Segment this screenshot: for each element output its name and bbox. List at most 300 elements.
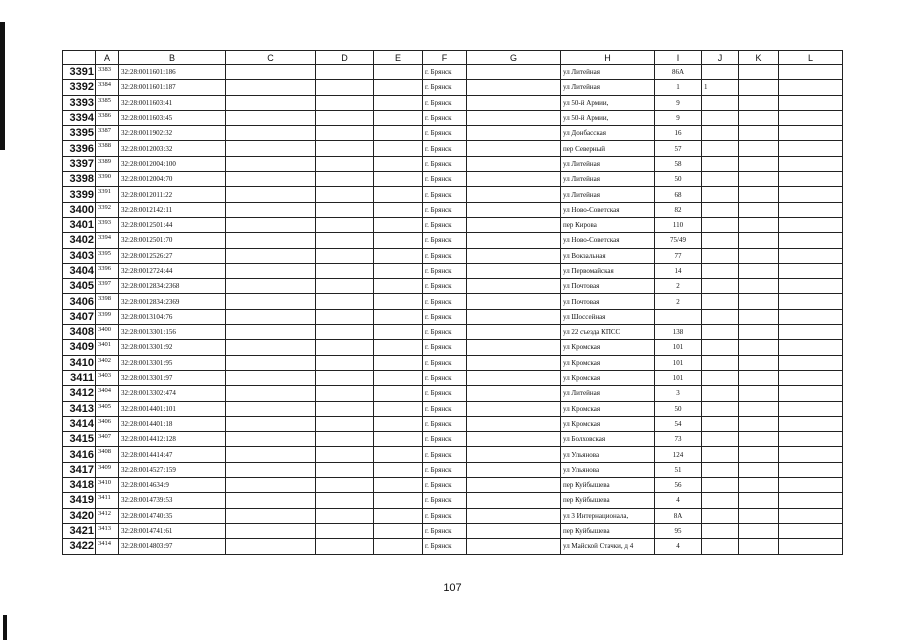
cell-f: г. Брянск bbox=[423, 508, 467, 523]
cell-i: 50 bbox=[655, 172, 702, 187]
cell-h: ул Кромская bbox=[561, 401, 655, 416]
cell-l bbox=[779, 401, 843, 416]
cell-f: г. Брянск bbox=[423, 493, 467, 508]
cell-d bbox=[316, 539, 374, 554]
table-row bbox=[63, 248, 843, 263]
table-row bbox=[63, 126, 843, 141]
cell-d bbox=[316, 217, 374, 232]
cell-d bbox=[316, 447, 374, 462]
corner-cell bbox=[63, 51, 96, 65]
cell-a: 3403 bbox=[96, 370, 119, 385]
page-number: 107 bbox=[443, 582, 462, 594]
cell-e bbox=[374, 370, 423, 385]
cell-i: 14 bbox=[655, 263, 702, 278]
cell-c bbox=[226, 432, 316, 447]
cell-e bbox=[374, 355, 423, 370]
cell-i: 86А bbox=[655, 65, 702, 80]
cell-k bbox=[739, 110, 779, 125]
table-row bbox=[63, 325, 843, 340]
cell-k bbox=[739, 263, 779, 278]
cell-g bbox=[467, 539, 561, 554]
row-number: 3398 bbox=[63, 172, 96, 187]
row-number: 3409 bbox=[63, 340, 96, 355]
cell-j bbox=[702, 325, 739, 340]
cell-h: ул Донбасская bbox=[561, 126, 655, 141]
table-row bbox=[63, 202, 843, 217]
cell-d bbox=[316, 309, 374, 324]
cell-c bbox=[226, 523, 316, 538]
cell-k bbox=[739, 279, 779, 294]
cell-c bbox=[226, 80, 316, 95]
cell-k bbox=[739, 355, 779, 370]
cell-j bbox=[702, 386, 739, 401]
cell-a: 3406 bbox=[96, 416, 119, 431]
cell-g bbox=[467, 370, 561, 385]
cell-c bbox=[226, 202, 316, 217]
cell-f: г. Брянск bbox=[423, 309, 467, 324]
cell-f: г. Брянск bbox=[423, 80, 467, 95]
cell-b: 32:28:0012003:32 bbox=[119, 141, 226, 156]
cell-e bbox=[374, 248, 423, 263]
cell-k bbox=[739, 523, 779, 538]
cell-l bbox=[779, 110, 843, 125]
cell-e bbox=[374, 279, 423, 294]
table-row bbox=[63, 187, 843, 202]
cell-l bbox=[779, 523, 843, 538]
cell-h: ул 50-й Армии, bbox=[561, 95, 655, 110]
cell-b: 32:28:0014634:9 bbox=[119, 478, 226, 493]
cell-g bbox=[467, 279, 561, 294]
cell-e bbox=[374, 309, 423, 324]
cell-e bbox=[374, 156, 423, 171]
cell-j bbox=[702, 294, 739, 309]
cell-k bbox=[739, 156, 779, 171]
cell-h: пер Куйбышева bbox=[561, 523, 655, 538]
table-row bbox=[63, 370, 843, 385]
cell-f: г. Брянск bbox=[423, 110, 467, 125]
cell-i: 50 bbox=[655, 401, 702, 416]
cell-g bbox=[467, 340, 561, 355]
cell-j bbox=[702, 187, 739, 202]
cell-k bbox=[739, 141, 779, 156]
cell-k bbox=[739, 202, 779, 217]
cell-b: 32:28:0014401:101 bbox=[119, 401, 226, 416]
cell-b: 32:28:0013301:156 bbox=[119, 325, 226, 340]
cell-i bbox=[655, 309, 702, 324]
column-header-l: L bbox=[779, 51, 843, 65]
cell-k bbox=[739, 172, 779, 187]
cell-h: ул Литейная bbox=[561, 80, 655, 95]
cell-c bbox=[226, 447, 316, 462]
cell-h: ул 50-й Армии, bbox=[561, 110, 655, 125]
cell-l bbox=[779, 65, 843, 80]
cell-i: 2 bbox=[655, 294, 702, 309]
row-number: 3393 bbox=[63, 95, 96, 110]
cell-k bbox=[739, 325, 779, 340]
cell-g bbox=[467, 217, 561, 232]
column-header-c: C bbox=[226, 51, 316, 65]
table-row bbox=[63, 263, 843, 278]
table-body bbox=[63, 65, 843, 555]
cell-e bbox=[374, 416, 423, 431]
cell-h: ул Ново-Советская bbox=[561, 233, 655, 248]
cell-d bbox=[316, 65, 374, 80]
cell-e bbox=[374, 202, 423, 217]
cell-c bbox=[226, 126, 316, 141]
row-number: 3405 bbox=[63, 279, 96, 294]
cell-l bbox=[779, 248, 843, 263]
cell-f: г. Брянск bbox=[423, 447, 467, 462]
table-row bbox=[63, 462, 843, 477]
cell-b: 32:28:0014740:35 bbox=[119, 508, 226, 523]
column-header-h: H bbox=[561, 51, 655, 65]
cell-g bbox=[467, 294, 561, 309]
cell-e bbox=[374, 65, 423, 80]
cell-k bbox=[739, 294, 779, 309]
cell-j bbox=[702, 508, 739, 523]
cell-c bbox=[226, 309, 316, 324]
table-row bbox=[63, 156, 843, 171]
cell-i: 101 bbox=[655, 355, 702, 370]
cell-e bbox=[374, 110, 423, 125]
table-row bbox=[63, 65, 843, 80]
cell-d bbox=[316, 233, 374, 248]
cell-i: 110 bbox=[655, 217, 702, 232]
cell-h: ул Кромская bbox=[561, 355, 655, 370]
table-row bbox=[63, 447, 843, 462]
cell-a: 3390 bbox=[96, 172, 119, 187]
cell-c bbox=[226, 217, 316, 232]
cell-e bbox=[374, 462, 423, 477]
cell-d bbox=[316, 248, 374, 263]
cell-b: 32:28:0014527:159 bbox=[119, 462, 226, 477]
cell-k bbox=[739, 80, 779, 95]
cell-f: г. Брянск bbox=[423, 248, 467, 263]
cell-l bbox=[779, 355, 843, 370]
cell-f: г. Брянск bbox=[423, 172, 467, 187]
cell-i: 68 bbox=[655, 187, 702, 202]
cell-k bbox=[739, 432, 779, 447]
cell-f: г. Брянск bbox=[423, 187, 467, 202]
row-number: 3402 bbox=[63, 233, 96, 248]
cell-g bbox=[467, 508, 561, 523]
cell-g bbox=[467, 233, 561, 248]
cell-e bbox=[374, 325, 423, 340]
cell-c bbox=[226, 95, 316, 110]
cell-i: 58 bbox=[655, 156, 702, 171]
cell-e bbox=[374, 217, 423, 232]
cell-d bbox=[316, 416, 374, 431]
cell-d bbox=[316, 294, 374, 309]
column-header-i: I bbox=[655, 51, 702, 65]
column-header-b: B bbox=[119, 51, 226, 65]
cell-k bbox=[739, 126, 779, 141]
table-row bbox=[63, 539, 843, 554]
cell-i: 9 bbox=[655, 110, 702, 125]
table-row bbox=[63, 294, 843, 309]
cell-e bbox=[374, 233, 423, 248]
cell-d bbox=[316, 172, 374, 187]
table-row bbox=[63, 523, 843, 538]
cell-f: г. Брянск bbox=[423, 462, 467, 477]
cell-d bbox=[316, 478, 374, 493]
cell-c bbox=[226, 370, 316, 385]
cell-f: г. Брянск bbox=[423, 263, 467, 278]
cell-a: 3385 bbox=[96, 95, 119, 110]
cell-f: г. Брянск bbox=[423, 95, 467, 110]
cell-k bbox=[739, 340, 779, 355]
cell-a: 3404 bbox=[96, 386, 119, 401]
cell-a: 3396 bbox=[96, 263, 119, 278]
cell-b: 32:28:0012834:2368 bbox=[119, 279, 226, 294]
cell-f: г. Брянск bbox=[423, 233, 467, 248]
cell-a: 3398 bbox=[96, 294, 119, 309]
cell-c bbox=[226, 508, 316, 523]
table-row bbox=[63, 80, 843, 95]
table-row bbox=[63, 493, 843, 508]
cell-l bbox=[779, 539, 843, 554]
cell-c bbox=[226, 110, 316, 125]
cell-i: 77 bbox=[655, 248, 702, 263]
cell-a: 3407 bbox=[96, 432, 119, 447]
cell-i: 138 bbox=[655, 325, 702, 340]
cell-e bbox=[374, 478, 423, 493]
cell-d bbox=[316, 340, 374, 355]
scan-edge-mark-bottom bbox=[3, 615, 7, 640]
column-header-d: D bbox=[316, 51, 374, 65]
row-number: 3417 bbox=[63, 462, 96, 477]
cell-l bbox=[779, 340, 843, 355]
cell-b: 32:28:0014401:18 bbox=[119, 416, 226, 431]
cell-l bbox=[779, 126, 843, 141]
cell-b: 32:28:0012724:44 bbox=[119, 263, 226, 278]
cell-i: 1 bbox=[655, 80, 702, 95]
cell-j bbox=[702, 156, 739, 171]
row-number: 3391 bbox=[63, 65, 96, 80]
cell-j bbox=[702, 217, 739, 232]
cell-d bbox=[316, 508, 374, 523]
cell-g bbox=[467, 355, 561, 370]
row-number: 3399 bbox=[63, 187, 96, 202]
cell-c bbox=[226, 233, 316, 248]
cell-j: 1 bbox=[702, 80, 739, 95]
cell-i: 95 bbox=[655, 523, 702, 538]
table-row bbox=[63, 95, 843, 110]
cell-h: ул Вокзальная bbox=[561, 248, 655, 263]
cell-h: ул Кромская bbox=[561, 340, 655, 355]
table-row bbox=[63, 478, 843, 493]
cell-i: 4 bbox=[655, 493, 702, 508]
cell-g bbox=[467, 156, 561, 171]
cell-l bbox=[779, 80, 843, 95]
cell-d bbox=[316, 80, 374, 95]
cell-g bbox=[467, 126, 561, 141]
cell-l bbox=[779, 478, 843, 493]
table-row bbox=[63, 355, 843, 370]
cell-k bbox=[739, 401, 779, 416]
cell-h: ул Почтовая bbox=[561, 294, 655, 309]
row-number: 3394 bbox=[63, 110, 96, 125]
row-number: 3418 bbox=[63, 478, 96, 493]
cell-l bbox=[779, 156, 843, 171]
cell-d bbox=[316, 156, 374, 171]
cell-l bbox=[779, 508, 843, 523]
cell-a: 3391 bbox=[96, 187, 119, 202]
cell-g bbox=[467, 80, 561, 95]
row-number: 3401 bbox=[63, 217, 96, 232]
cell-f: г. Брянск bbox=[423, 279, 467, 294]
cell-h: ул Кромская bbox=[561, 416, 655, 431]
cell-c bbox=[226, 355, 316, 370]
spreadsheet-table bbox=[62, 50, 843, 555]
cell-g bbox=[467, 141, 561, 156]
table-row bbox=[63, 309, 843, 324]
cell-a: 3383 bbox=[96, 65, 119, 80]
cell-j bbox=[702, 141, 739, 156]
cell-i: 56 bbox=[655, 478, 702, 493]
row-number: 3403 bbox=[63, 248, 96, 263]
cell-c bbox=[226, 386, 316, 401]
cell-d bbox=[316, 523, 374, 538]
cell-e bbox=[374, 80, 423, 95]
cell-f: г. Брянск bbox=[423, 202, 467, 217]
cell-e bbox=[374, 95, 423, 110]
cell-k bbox=[739, 217, 779, 232]
cell-j bbox=[702, 172, 739, 187]
cell-g bbox=[467, 202, 561, 217]
cell-h: ул Литейная bbox=[561, 386, 655, 401]
cell-a: 3402 bbox=[96, 355, 119, 370]
cell-l bbox=[779, 386, 843, 401]
cell-j bbox=[702, 462, 739, 477]
scan-edge-mark bbox=[0, 22, 5, 150]
cell-c bbox=[226, 401, 316, 416]
cell-d bbox=[316, 370, 374, 385]
cell-l bbox=[779, 172, 843, 187]
cell-j bbox=[702, 110, 739, 125]
cell-i: 4 bbox=[655, 539, 702, 554]
cell-k bbox=[739, 309, 779, 324]
cell-f: г. Брянск bbox=[423, 416, 467, 431]
cell-c bbox=[226, 172, 316, 187]
column-header-a: A bbox=[96, 51, 119, 65]
cell-l bbox=[779, 309, 843, 324]
cell-c bbox=[226, 416, 316, 431]
cell-f: г. Брянск bbox=[423, 217, 467, 232]
table-row bbox=[63, 508, 843, 523]
cell-l bbox=[779, 202, 843, 217]
cell-d bbox=[316, 187, 374, 202]
cell-i: 9 bbox=[655, 95, 702, 110]
cell-a: 3413 bbox=[96, 523, 119, 538]
cell-e bbox=[374, 141, 423, 156]
cell-a: 3388 bbox=[96, 141, 119, 156]
cell-g bbox=[467, 416, 561, 431]
cell-k bbox=[739, 508, 779, 523]
cell-i: 73 bbox=[655, 432, 702, 447]
cell-c bbox=[226, 325, 316, 340]
cell-h: ул Литейная bbox=[561, 65, 655, 80]
row-number: 3419 bbox=[63, 493, 96, 508]
cell-e bbox=[374, 432, 423, 447]
cell-c bbox=[226, 263, 316, 278]
cell-g bbox=[467, 478, 561, 493]
cell-l bbox=[779, 416, 843, 431]
cell-b: 32:28:0013301:97 bbox=[119, 370, 226, 385]
cell-d bbox=[316, 401, 374, 416]
cell-a: 3405 bbox=[96, 401, 119, 416]
cell-h: ул Болховская bbox=[561, 432, 655, 447]
cell-i: 16 bbox=[655, 126, 702, 141]
cell-a: 3397 bbox=[96, 279, 119, 294]
cell-g bbox=[467, 386, 561, 401]
cell-b: 32:28:0014739:53 bbox=[119, 493, 226, 508]
cell-b: 32:28:0012526:27 bbox=[119, 248, 226, 263]
cell-h: пер Куйбышева bbox=[561, 493, 655, 508]
cell-h: ул Шоссейная bbox=[561, 309, 655, 324]
cell-a: 3408 bbox=[96, 447, 119, 462]
cell-h: ул Кромская bbox=[561, 370, 655, 385]
cell-g bbox=[467, 110, 561, 125]
cell-g bbox=[467, 263, 561, 278]
cell-f: г. Брянск bbox=[423, 523, 467, 538]
cell-i: 8А bbox=[655, 508, 702, 523]
cell-k bbox=[739, 493, 779, 508]
cell-d bbox=[316, 202, 374, 217]
cell-a: 3392 bbox=[96, 202, 119, 217]
cell-j bbox=[702, 263, 739, 278]
row-number: 3413 bbox=[63, 401, 96, 416]
row-number: 3421 bbox=[63, 523, 96, 538]
cell-e bbox=[374, 126, 423, 141]
cell-j bbox=[702, 233, 739, 248]
cell-b: 32:28:0014412:128 bbox=[119, 432, 226, 447]
cell-b: 32:28:0011601:187 bbox=[119, 80, 226, 95]
cell-c bbox=[226, 65, 316, 80]
cell-d bbox=[316, 263, 374, 278]
cell-b: 32:28:0012004:70 bbox=[119, 172, 226, 187]
row-number: 3411 bbox=[63, 370, 96, 385]
cell-a: 3393 bbox=[96, 217, 119, 232]
cell-h: ул Майской Стачки, д 4 bbox=[561, 539, 655, 554]
cell-b: 32:28:0013104:76 bbox=[119, 309, 226, 324]
cell-j bbox=[702, 355, 739, 370]
cell-l bbox=[779, 294, 843, 309]
cell-b: 32:28:0011603:45 bbox=[119, 110, 226, 125]
cell-d bbox=[316, 493, 374, 508]
row-number: 3404 bbox=[63, 263, 96, 278]
cell-i: 51 bbox=[655, 462, 702, 477]
cell-e bbox=[374, 340, 423, 355]
cell-b: 32:28:0013301:92 bbox=[119, 340, 226, 355]
table-row bbox=[63, 279, 843, 294]
cell-b: 32:28:0013301:95 bbox=[119, 355, 226, 370]
cell-l bbox=[779, 432, 843, 447]
cell-k bbox=[739, 248, 779, 263]
cell-d bbox=[316, 386, 374, 401]
row-number: 3412 bbox=[63, 386, 96, 401]
cell-k bbox=[739, 416, 779, 431]
cell-e bbox=[374, 523, 423, 538]
cell-j bbox=[702, 523, 739, 538]
cell-f: г. Брянск bbox=[423, 126, 467, 141]
cell-h: ул 22 съезда КПСС bbox=[561, 325, 655, 340]
cell-h: ул 3 Интернационала, bbox=[561, 508, 655, 523]
cell-c bbox=[226, 478, 316, 493]
cell-b: 32:28:0014741:61 bbox=[119, 523, 226, 538]
row-number: 3397 bbox=[63, 156, 96, 171]
cell-c bbox=[226, 493, 316, 508]
